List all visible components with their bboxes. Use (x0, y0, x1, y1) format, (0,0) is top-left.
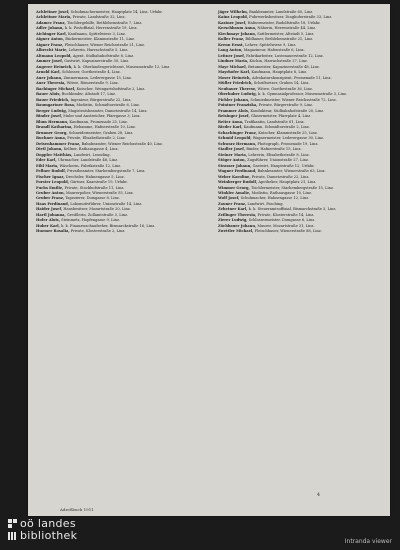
entry-details: Kaufmann, Promenade 25, Linz. (69, 119, 128, 124)
entry-name: Auer Johann, (36, 75, 63, 80)
entry-name: Müller Friedrich, (218, 81, 253, 86)
entry-details: Kaufmann, Spittelwiese 3, Linz. (68, 31, 126, 36)
entry-name: Wagner Ferdinand, (218, 169, 257, 174)
entry-details: Schuhmachermeister, Hauptplatz 14, Linz, Urfahr. (70, 10, 163, 14)
entry-details: Modistin, Schmidtorstraße 6, Linz. (76, 103, 140, 108)
entry-name: Rieder Karl, (218, 125, 243, 130)
entry-details: k. k. Oberlandesgerichtsrat, Museumstraße 12, Linz. (73, 64, 171, 69)
directory-entry (218, 131, 380, 135)
directory-entry (36, 87, 198, 91)
entry-name: Schachinger Franz, (218, 130, 258, 135)
entry-name: Albrecht Marie, (36, 48, 68, 53)
directory-entry (218, 76, 380, 80)
entry-name: Wolf Josef, (218, 196, 240, 201)
logo-text-2: bibliothek (20, 529, 78, 542)
entry-name: Neubauer Therese, (218, 86, 257, 91)
entry-details: Maler und Anstreicher, Pfarrgasse 3, Linz. (63, 114, 141, 119)
entry-name: Aichinger Karl, (36, 31, 67, 36)
entry-name: Eder Karl, (36, 158, 57, 163)
entry-details: Gärtner, Kaarstraße 19, Urfahr. (70, 180, 128, 185)
directory-entry (218, 186, 380, 190)
directory-entry (218, 207, 380, 211)
directory-entry (36, 54, 198, 58)
entry-name: Huber Karl, (36, 223, 60, 228)
entry-details: Agent, Südbahnhofstraße 8, Linz. (72, 53, 135, 58)
entry-name: Schwarz Hermann, (218, 141, 257, 146)
directory-entry (218, 125, 380, 129)
entry-name: Doppler Matthias, (36, 152, 73, 157)
entry-name: Zierer Ludwig, (218, 218, 248, 223)
entry-name: Blum Hermann, (36, 119, 69, 124)
entry-name: Zeilinger Theresia, (218, 212, 257, 217)
entry-details: k. k. Steueramtsoffizial, Bismarckstraße 5, Linz. (248, 207, 337, 212)
entry-name: Angerer Heinrich, (36, 64, 73, 69)
directory-entry (36, 120, 198, 124)
directory-entry (218, 213, 380, 217)
directory-entry (36, 43, 198, 47)
directory-entry (36, 103, 198, 107)
entry-name: Bachinger Michael, (36, 86, 76, 91)
scanned-page (28, 4, 390, 516)
logo-bar-icon (8, 531, 17, 540)
page-corner-mark: 4 (316, 492, 320, 498)
entry-name: Bauer Alois, (36, 92, 61, 97)
entry-name: Bauer Friedrich, (36, 97, 70, 102)
entry-details: k. k. Gymnasialprofessor, Museumstraße 3, Linz. (258, 92, 348, 97)
directory-entry (36, 213, 198, 217)
entry-details: Schmiedmeister, Wiener Reichsstraße 72, Linz. (250, 97, 337, 102)
directory-entry (218, 175, 380, 179)
directory-entry (36, 169, 198, 173)
directory-entry (36, 153, 198, 157)
entry-details: Bahnbeamter, Wienerstraße 63, Linz. (257, 169, 326, 174)
directory-entry (218, 136, 380, 140)
directory-entry (218, 229, 380, 233)
right-column (218, 10, 380, 235)
entry-details: Fabrikarbeiter, Lustenauerstraße 12, Linz. (246, 53, 324, 58)
page-footer: Adreßbuch 1911 (60, 507, 94, 512)
entry-name: Kastner Josef, (218, 20, 247, 25)
entry-details: Bäckermeister, Klammstraße 11, Linz. (65, 37, 136, 42)
entry-details: Private, Klosterstraße 14, Linz. (257, 212, 315, 217)
entry-details: Privatbeamter, Starhembergstraße 7, Linz. (67, 169, 146, 174)
entry-name: Prammer Alois, (218, 108, 250, 113)
entry-details: Trafikantin, Landstraße 81, Linz. (244, 119, 305, 124)
entry-details: Hafnermeister, Rudolfstraße 18, Urfahr. (247, 20, 321, 25)
entry-name: Haas Ferdinand, (36, 201, 70, 206)
directory-entry (218, 92, 380, 96)
entry-name: Lang Anton, (218, 48, 243, 53)
directory-entry (218, 169, 380, 173)
directory-entry (218, 65, 380, 69)
entry-name: Mayrhofer Karl, (218, 70, 251, 75)
entry-details: Schlossermeister, Domgasse 6, Linz. (248, 218, 316, 223)
entry-details: Ingenieur, Bürgerstraße 22, Linz. (70, 97, 132, 102)
entry-name: Pichler Johann, (218, 97, 250, 102)
entry-name: Deisenhammer Franz, (36, 141, 81, 146)
entry-name: Gruber Franz, (36, 196, 65, 201)
entry-details: Apotheker, Hauptplatz 21, Linz. (258, 180, 317, 185)
entry-details: Private, Elisabethstraße 2, Linz. (67, 136, 126, 141)
directory-entry (218, 224, 380, 228)
entry-details: Fleischhauer, Wiener Reichsstraße 21, Linz. (64, 42, 146, 47)
directory-entry (36, 15, 198, 19)
directory-entry (218, 196, 380, 200)
directory-entry (36, 48, 198, 52)
entry-details: Fuhrwerksbesitzer, Dinghoferstraße 33, Linz. (249, 15, 333, 20)
directory-entry (36, 218, 198, 222)
entry-name: Fischer Ignaz, (36, 174, 65, 179)
directory-entry (218, 191, 380, 195)
entry-name: Achleitner Maria, (36, 15, 72, 20)
entry-name: Strasser Johann, (218, 163, 252, 168)
entry-details: Maurerpolier, Wienerstraße 55, Linz. (66, 190, 134, 195)
entry-name: Kirchmayr Johann, (218, 31, 257, 36)
directory-entry (218, 81, 380, 85)
entry-details: Näherin, Herrenstraße 44, Linz. (257, 26, 317, 31)
directory-entry (218, 98, 380, 102)
entry-details: Landwirt, Leonding. (73, 152, 111, 157)
entry-name: Zehetner Karl, (218, 207, 248, 212)
entry-details: Zimmermann, Lederergasse 15, Linz. (63, 75, 132, 80)
entry-name: Haider Josef, (36, 207, 63, 212)
entry-details: Buchbinder, Altstadt 17, Linz. (61, 92, 117, 97)
directory-entry (36, 186, 198, 190)
entry-name: Oberhuber Ludwig, (218, 92, 257, 97)
directory-entry (218, 158, 380, 162)
entry-name: Fuchs Emilie, (36, 185, 64, 190)
entry-name: Buchner Anna, (36, 136, 67, 141)
left-column (36, 10, 198, 235)
directory-entry (36, 32, 198, 36)
entry-details: Kondukteur, Südbahnhofstraße 20, Linz. (250, 108, 325, 113)
directory-entry (218, 21, 380, 25)
directory-entry (36, 81, 198, 85)
entry-details: Private, Stockhofstraße 11, Linz. (64, 185, 125, 190)
directory-entry (36, 37, 198, 41)
entry-details: Lehrerin, Harrachstraße 5, Linz. (68, 48, 129, 53)
entry-details: Bräumeister, Kapuzinerstraße 48, Linz. (248, 64, 320, 69)
entry-details: Tischlermeister, Starhembergstraße 15, Linz. (250, 185, 334, 190)
entry-name: Stöger Anton, (218, 158, 246, 163)
entry-details: Lokomotivführer, Unionstraße 14, Linz. (70, 201, 143, 206)
directory-entry (218, 218, 380, 222)
entry-details: Advokaturskonzipient, Promenade 11, Linz. (251, 75, 332, 80)
directory-entry (36, 175, 198, 179)
entry-name: Auer Theresia, (36, 81, 66, 86)
entry-details: Schneidermeister, Graben 28, Linz. (68, 130, 134, 135)
directory-entry (218, 15, 380, 19)
directory-entry (36, 191, 198, 195)
entry-name: Baumgartner Rosa, (36, 103, 76, 108)
entry-details: Steinmetz, Hopfengasse 9, Linz. (61, 218, 121, 223)
entry-details: Wäscherin, Fabrikstraße 12, Linz. (59, 163, 122, 168)
directory-entry (36, 196, 198, 200)
entry-details: Sattlermeister, Altstadt 5, Linz. (257, 31, 315, 36)
entry-name: Forster Leopold, (36, 180, 70, 185)
directory-entry (218, 147, 380, 151)
entry-name: Binder Josef, (36, 114, 63, 119)
directory-entry (218, 164, 380, 168)
directory-entry (36, 65, 198, 69)
entry-name: Weinberger Rudolf, (218, 180, 258, 185)
entry-details: Hausbesitzer, Mozartstraße 20, Linz. (63, 207, 131, 212)
entry-details: Tischlergehilfe, Bethlehemstraße 7, Linz. (66, 20, 143, 25)
entry-details: Kaufmann, Hauptplatz 8, Linz. (251, 70, 308, 75)
directory-entry (36, 92, 198, 96)
directory-entry (218, 153, 380, 157)
entry-name: Kainz Leopold, (218, 15, 248, 20)
entry-details: Gastwirt, Kapuzinerstraße 30, Linz. (64, 59, 130, 64)
directory-entry (36, 109, 198, 113)
directory-entry (36, 76, 198, 80)
directory-entry (218, 103, 380, 107)
directory-entry (218, 37, 380, 41)
entry-details: Schuhmacher, Hahnengasse 12, Linz. (240, 196, 310, 201)
entry-name: Jäger Wilhelm, (218, 10, 248, 14)
entry-name: Winkler Amalie, (218, 190, 251, 195)
directory-entry (36, 180, 198, 184)
entry-details: Uhrmacher, Landstraße 48, Linz. (57, 158, 119, 163)
directory-entry (36, 229, 198, 233)
entry-name: Adamec Franz, (36, 20, 66, 25)
entry-name: Achleitner Josef, (36, 10, 70, 14)
directory-entry (36, 70, 198, 74)
directory-entry (36, 202, 198, 206)
entry-name: Wimmer Georg, (218, 185, 250, 190)
logo-mark-icon (8, 519, 17, 528)
entry-details: Schriftsetzer, Graben 14, Linz. (253, 81, 310, 86)
entry-details: Modistin, Rathausgasse 10, Linz. (251, 190, 313, 195)
directory-entry (218, 87, 380, 91)
entry-details: Private, Dametzstraße 22, Linz. (251, 174, 310, 179)
directory-entry (218, 180, 380, 184)
entry-name: Mayr Michael, (218, 64, 247, 69)
entry-details: Kutscher, Weingartshofstraße 2, Linz. (76, 86, 146, 91)
entry-name: Brandl Katharina, (36, 125, 73, 130)
entry-name: Zauner Franz, (218, 201, 247, 206)
directory-entry (218, 43, 380, 47)
library-logo[interactable] (8, 518, 77, 542)
directory-entry (36, 98, 198, 102)
entry-name: Ammer Josef, (36, 59, 63, 64)
entry-details: Magazineur, Hafenstraße 6, Linz. (243, 48, 305, 53)
entry-name: Fellner Rudolf, (36, 169, 67, 174)
entry-name: Hofer Alois, (36, 218, 60, 223)
directory-entry (36, 142, 198, 146)
entry-details: Witwe, Goethestraße 36, Linz. (257, 86, 313, 91)
entry-details: Bahnbeamter, Wiener Reichsstraße 40, Linz. (81, 141, 163, 146)
directory-entry (218, 10, 380, 14)
directory-entry (218, 26, 380, 30)
entry-details: k. k. Postoffizial, Herrenstraße 19, Linz. (64, 26, 138, 31)
entry-name: Zöchbauer Johann, (218, 223, 257, 228)
viewer-caption: Intranda viewer (344, 538, 392, 545)
entry-details: Photograph, Promenade 19, Linz. (257, 141, 319, 146)
entry-details: Private, Landstraße 32, Linz. (72, 15, 126, 20)
entry-details: Zugsführer, Unionstraße 27, Linz. (247, 158, 309, 163)
entry-name: Aigner Anton, (36, 37, 65, 42)
entry-name: Krenn Ernst, (218, 42, 244, 47)
entry-name: Dietl Johann, (36, 147, 63, 152)
directory-entry (218, 114, 380, 118)
directory-entry (36, 21, 198, 25)
entry-name: Reiter Anna, (218, 119, 244, 124)
entry-details: Binder, Hafnerstraße 15, Linz. (246, 147, 302, 152)
directory-entry (36, 158, 198, 162)
directory-entry (36, 136, 198, 140)
directory-entry (218, 70, 380, 74)
entry-name: Steiner Maria, (218, 152, 248, 157)
directory-entry (36, 164, 198, 168)
entry-details: Fleischhauer, Wienerstraße 88, Linz. (254, 229, 322, 234)
directory-entry (218, 54, 380, 58)
entry-details: Landwirt, Pasching. (247, 201, 284, 206)
entry-details: Bildhauer, Bethlehemstraße 21, Linz. (245, 37, 314, 42)
entry-name: Stadler Josef, (218, 147, 246, 152)
directory-entry (218, 202, 380, 206)
directory-entry (36, 114, 198, 118)
entry-details: Schlosser, Goethestraße 4, Linz. (61, 70, 121, 75)
entry-name: Leitner Josef, (218, 53, 246, 58)
directory-entry (36, 147, 198, 151)
entry-name: Berger Ludwig, (36, 108, 68, 113)
logo-line-2 (8, 530, 77, 542)
entry-name: Zwettler Michael, (218, 229, 254, 234)
directory-entry (36, 131, 198, 135)
entry-details: Hebamme, Hafnerstraße 10, Linz. (73, 125, 136, 130)
entry-name: Lindner Maria, (218, 59, 249, 64)
directory-entry (218, 59, 380, 63)
entry-details: Lehrerin, Elisabethstraße 8, Linz. (248, 152, 310, 157)
entry-details: Tapezierer, Domgasse 8, Linz. (65, 196, 120, 201)
entry-name: Weber Karoline, (218, 174, 251, 179)
directory-entry (218, 48, 380, 52)
entry-name: Huemer Rosalia, (36, 229, 70, 234)
entry-name: Aigner Franz, (36, 42, 64, 47)
entry-details: k. k. Finanzwachaufseher, Bismarckstraße 16, Linz. (61, 223, 156, 228)
entry-name: Brunner Georg, (36, 130, 68, 135)
entry-details: Greißlerin, Zollamtstraße 3, Linz. (66, 212, 129, 217)
entry-details: Magistratsbeamter, Dametzstraße 14, Linz. (68, 108, 148, 113)
directory-entry (36, 10, 198, 14)
entry-name: Adler Johann, (36, 26, 64, 31)
directory-entry (218, 120, 380, 124)
entry-name: Gruber Anton, (36, 190, 65, 195)
directory-entry (36, 59, 198, 63)
entry-name: Eibl Maria, (36, 163, 59, 168)
entry-details: Drechsler, Hahnengasse 5, Linz. (65, 174, 125, 179)
entry-name: Reisinger Josef, (218, 114, 250, 119)
entry-name: Pointner Franziska, (218, 103, 258, 108)
directory-entry (218, 142, 380, 146)
directory-entry (218, 32, 380, 36)
entry-details: Glasermeister, Pfarrplatz 4, Linz. (250, 114, 312, 119)
entry-name: Arnold Karl, (36, 70, 61, 75)
entry-details: Wagnermeister, Lederergasse 30, Linz. (252, 136, 325, 141)
entry-details: Kaufmann, Schmidtorstraße 2, Linz. (243, 125, 310, 130)
entry-details: Köchin, Harrachstraße 27, Linz. (249, 59, 308, 64)
entry-details: Kellner, Rathausgasse 4, Linz. (63, 147, 119, 152)
entry-details: Private, Bürgerstraße 9, Linz. (258, 103, 314, 108)
directory-entry (218, 109, 380, 113)
entry-name: Schmid Leopold, (218, 136, 252, 141)
entry-details: Witwe, Römerstraße 9, Linz. (66, 81, 119, 86)
directory-entry (36, 207, 198, 211)
entry-details: Maurer, Mozartstraße 31, Linz. (257, 223, 315, 228)
directory-entry (36, 26, 198, 30)
directory-entry (36, 224, 198, 228)
entry-name: Kerschbaum Anna, (218, 26, 257, 31)
entry-name: Moser Heinrich, (218, 75, 251, 80)
entry-details: Bankbeamter, Landstraße 60, Linz. (249, 10, 314, 14)
entry-name: Koller Franz, (218, 37, 245, 42)
entry-name: Altmann Leopold, (36, 53, 72, 58)
logo-text-1: oö landes (20, 517, 76, 530)
entry-details: Lehrer, Spittelwiese 9, Linz. (245, 42, 297, 47)
directory-entry (36, 125, 198, 129)
entry-details: Private, Klosterstraße 2, Linz. (70, 229, 126, 234)
entry-name: Hartl Johanna, (36, 212, 66, 217)
entry-details: Kutscher, Klammstraße 25, Linz. (258, 130, 318, 135)
entry-details: Gastwirt, Hauptstraße 12, Urfahr. (252, 163, 315, 168)
